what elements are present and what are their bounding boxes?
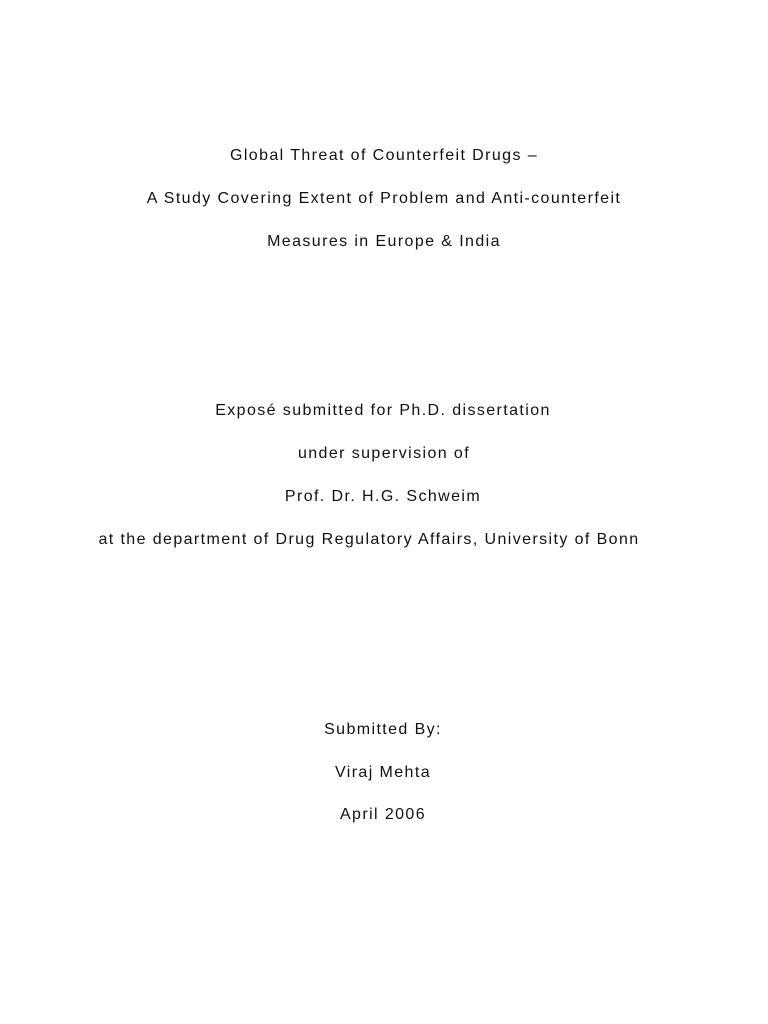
submitted-by-label: Submitted By: bbox=[324, 721, 442, 738]
supervisor-name: Prof. Dr. H.G. Schweim bbox=[284, 488, 482, 505]
title-line-1: Global Threat of Counterfeit Drugs – bbox=[229, 147, 539, 164]
author-name: Viraj Mehta bbox=[334, 764, 432, 781]
submission-date: April 2006 bbox=[339, 806, 427, 823]
department-line: at the department of Drug Regulatory Affairs, University of Bonn bbox=[98, 531, 640, 548]
supervision-label: under supervision of bbox=[297, 445, 471, 462]
title-line-2: A Study Covering Extent of Problem and Anti-counterfeit bbox=[146, 190, 622, 207]
title-line-3: Measures in Europe & India bbox=[267, 233, 501, 250]
expose-statement: Exposé submitted for Ph.D. dissertation bbox=[215, 402, 551, 419]
